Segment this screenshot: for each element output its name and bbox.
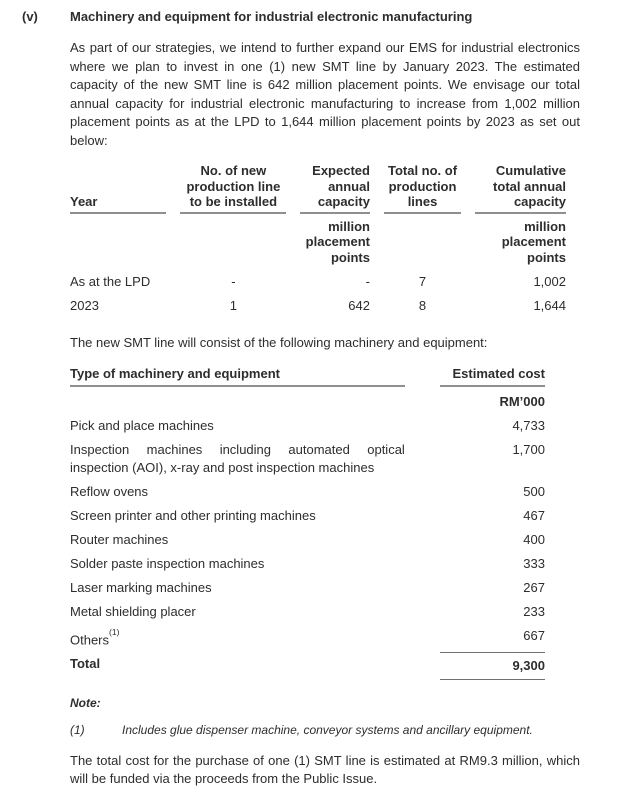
table-row <box>70 552 545 576</box>
machinery-name-others: Others <box>70 631 110 647</box>
cell-cost: 267 <box>523 579 545 595</box>
capacity-table-unit-row <box>70 214 566 266</box>
consist-paragraph: The new SMT line will consist of the following machinery and equipment: <box>70 335 488 350</box>
table-row <box>70 265 566 289</box>
unit-cell-empty <box>384 214 461 266</box>
table-row <box>70 600 545 624</box>
cell-machinery-name: Reflow ovens <box>70 483 149 499</box>
footnote-marker: (1) <box>70 722 85 737</box>
unit-label-rm000: RM’000 <box>499 393 545 409</box>
unit-cell-empty <box>70 387 405 414</box>
cell-machinery-name: Inspection machines including automated optical inspection (AOI), x-ray and post inspection machines <box>70 441 405 475</box>
column-header-new-production-line: No. of new production line to be installed <box>180 163 286 214</box>
cell-machinery-name: Screen printer and other printing machines <box>70 507 316 523</box>
note-label: Note: <box>70 695 101 710</box>
cell-expected-capacity: - <box>365 273 370 289</box>
unit-cell-empty <box>70 214 166 266</box>
note-section <box>70 696 580 737</box>
total-value: 9,300 <box>440 652 545 680</box>
equipment-table-unit-row <box>70 387 545 414</box>
cell-cost: 400 <box>523 531 545 547</box>
footnote-text: Includes glue dispenser machine, conveyor systems and ancillary equipment. <box>122 722 533 737</box>
total-row <box>70 652 545 680</box>
column-header-year: Year <box>70 163 166 214</box>
table-row <box>70 504 545 528</box>
cell-cumulative-capacity: 1,644 <box>533 297 566 313</box>
cell-machinery-name: Laser marking machines <box>70 579 212 595</box>
table-row <box>70 480 545 504</box>
cell-machinery-name: Solder paste inspection machines <box>70 555 265 571</box>
table-row <box>70 289 566 313</box>
capacity-table-header-row <box>70 163 566 214</box>
cell-cost: 233 <box>523 603 545 619</box>
section-heading <box>22 9 580 24</box>
cell-cost: 1,700 <box>512 441 545 457</box>
cell-expected-capacity: 642 <box>348 297 370 313</box>
cell-cost: 500 <box>523 483 545 499</box>
total-label: Total <box>70 655 101 671</box>
cell-year: As at the LPD <box>70 273 151 289</box>
cell-total-lines: 8 <box>418 297 427 313</box>
table-row <box>70 414 545 438</box>
cell-total-lines: 7 <box>418 273 427 289</box>
cell-machinery-name: Metal shielding placer <box>70 603 196 619</box>
table-row <box>70 576 545 600</box>
section-content <box>70 39 580 789</box>
cell-year: 2023 <box>70 297 99 313</box>
unit-label-cumulative: million placement points <box>501 218 566 265</box>
column-header-expected-annual-capacity: Expected annual capacity <box>300 163 369 214</box>
cell-cost: 467 <box>523 507 545 523</box>
column-header-estimated-cost: Estimated cost <box>440 365 545 387</box>
footnote-item <box>70 723 580 737</box>
cell-machinery-name: Router machines <box>70 531 169 547</box>
unit-label-expected: million placement points <box>305 218 370 265</box>
table-row <box>70 438 545 480</box>
equipment-table-header-row <box>70 365 545 387</box>
capacity-table <box>56 163 580 313</box>
column-header-total-production-lines: Total no. of production lines <box>384 163 461 214</box>
intro-paragraph: As part of our strategies, we intend to further expand our EMS for industrial electronics where we plan to invest in one (1) new SMT line by January 2023. The estimated capacity of the new SMT line is 642 million placement points. We envisage our total annual capacity for industrial electronic manufacturing to increase from 1,002 million placement points as at the LPD to 1,644 million placement points by 2023 as set out below: <box>70 40 580 148</box>
section-marker: (v) <box>22 9 38 24</box>
section-title: Machinery and equipment for industrial electronic manufacturing <box>70 9 473 24</box>
cell-machinery-name <box>70 624 405 652</box>
cell-cost: 4,733 <box>512 417 545 433</box>
equipment-table <box>35 365 580 680</box>
total-cost-paragraph: The total cost for the purchase of one (1) SMT line is estimated at RM9.3 million, which will be funded via the proceeds from the Public Issue. <box>70 752 580 787</box>
column-header-machinery-type: Type of machinery and equipment <box>70 365 405 387</box>
cell-machinery-name: Pick and place machines <box>70 417 214 433</box>
unit-cell-empty <box>180 214 286 266</box>
cell-cost: 333 <box>523 555 545 571</box>
cell-new-lines: - <box>231 273 236 289</box>
cell-cost: 667 <box>523 627 545 643</box>
cell-cumulative-capacity: 1,002 <box>533 273 566 289</box>
footnote-reference: (1) <box>109 626 120 637</box>
column-header-cumulative-capacity: Cumulative total annual capacity <box>475 163 566 214</box>
table-row <box>70 528 545 552</box>
table-row <box>70 624 545 652</box>
cell-new-lines: 1 <box>229 297 237 313</box>
